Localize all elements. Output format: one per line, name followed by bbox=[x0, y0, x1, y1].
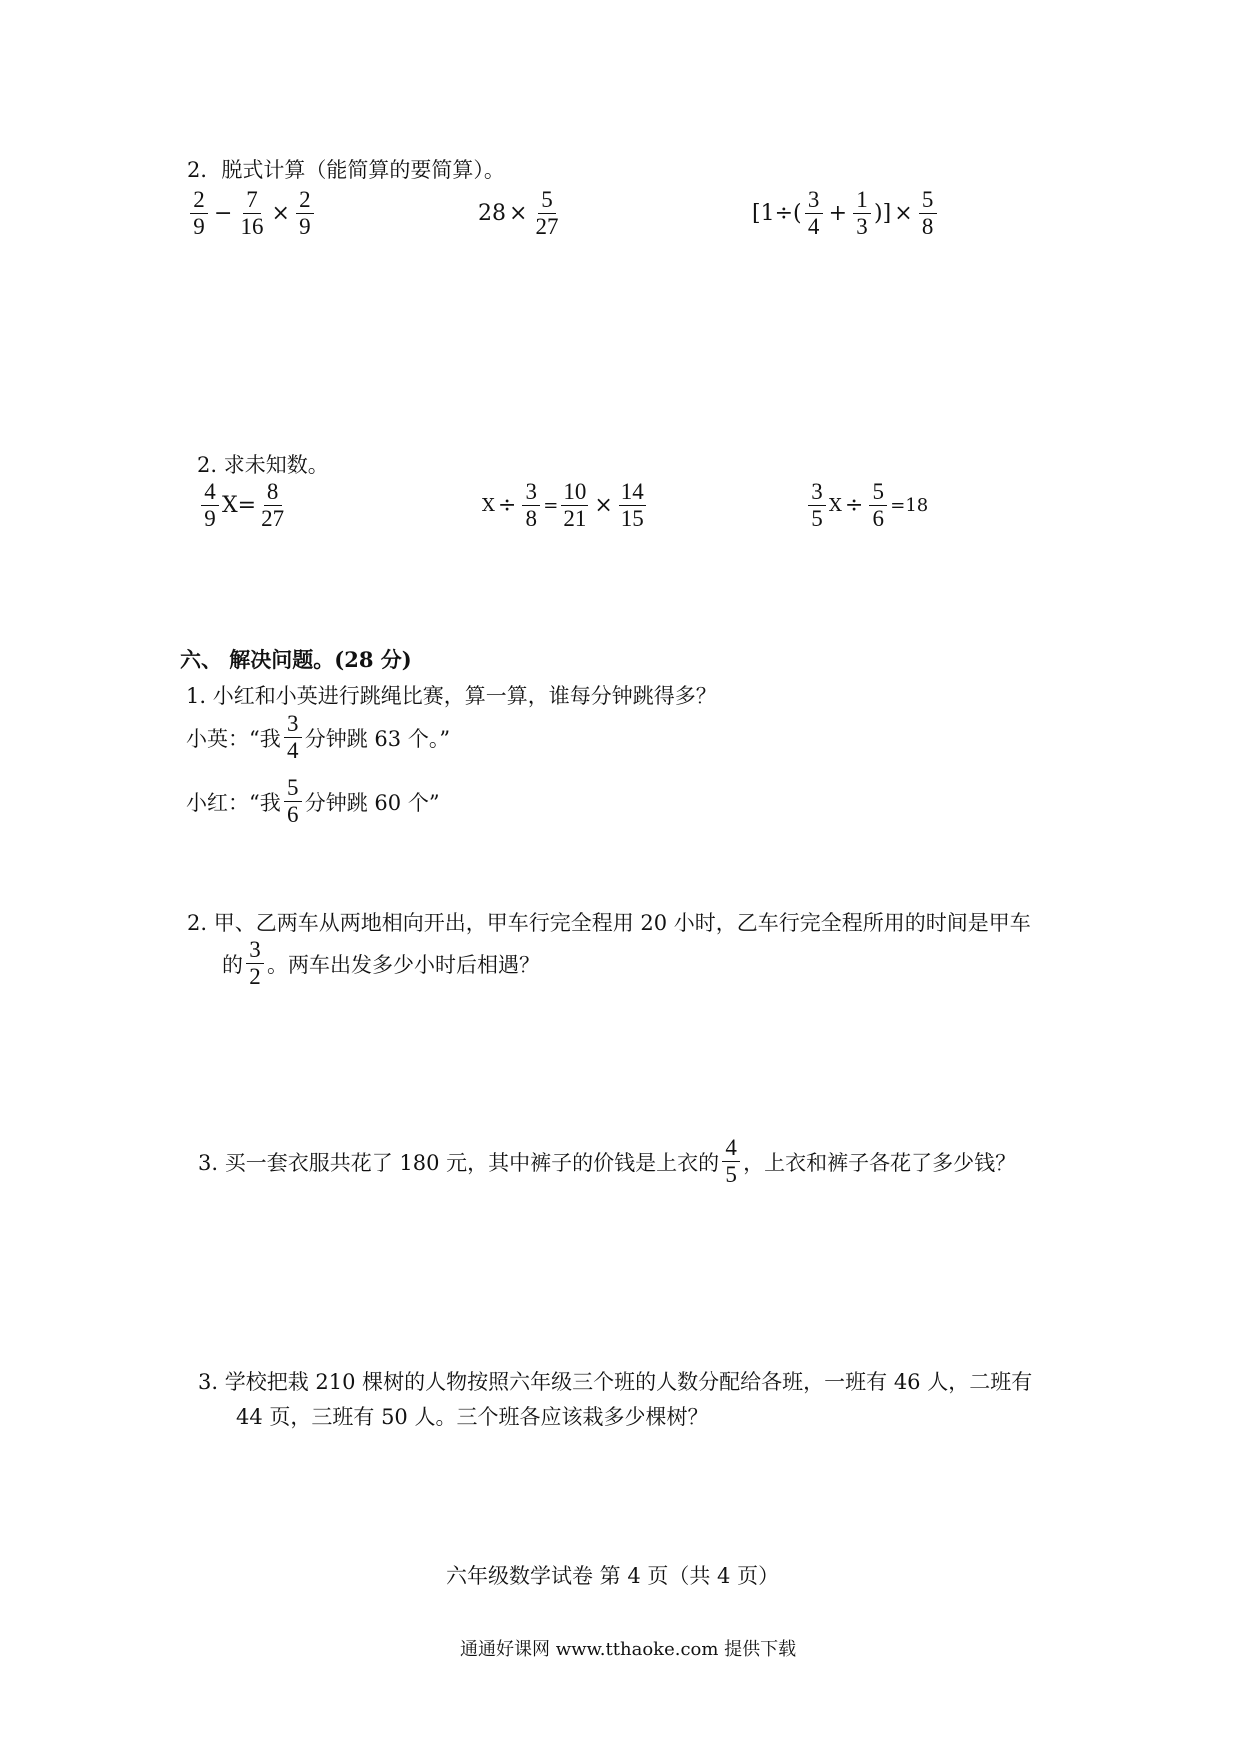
problem-2-line-1: 2. 甲、乙两车从两地相向开出，甲车行完全程用 20 小时，乙车行完全程所用的时间是甲车 bbox=[187, 911, 1031, 935]
source-credit: 通通好课网 www.tthaoke.com 提供下载 bbox=[460, 1639, 797, 1660]
problem-1-xiaohong: 小红：“我 $\frac{5}{6}$ 分钟跳 60 个” bbox=[186, 775, 440, 828]
solve-section-title: 2. 求未知数。 bbox=[197, 453, 329, 477]
equation-2: X ÷ $\frac{3}{8}$ = $\frac{10}{21}$ × $\frac{14}{15}$ bbox=[482, 479, 644, 532]
problem-3-text: 3. 买一套衣服共花了 180 元，其中裤子的价钱是上衣的 $\frac{4}{5}$ ，上衣和裤子各花了多少钱？ bbox=[198, 1135, 1017, 1188]
calc-section-title: 2．脱式计算（能简算的要简算）。 bbox=[187, 158, 505, 182]
calc-expression-1: $\frac{2}{9}$ − $\frac{7}{16}$ × $\frac{2}{9}$ bbox=[187, 188, 317, 239]
page-footer: 六年级数学试卷 第 4 页（共 4 页） bbox=[446, 1564, 780, 1588]
problem-1-text: 1. 小红和小英进行跳绳比赛，算一算，谁每分钟跳得多？ bbox=[186, 684, 717, 708]
problem-4-line-1: 3. 学校把栽 210 棵树的人物按照六年级三个班的人数分配给各班，一班有 46 人，二班有 bbox=[198, 1370, 1033, 1394]
problem-4-line-2: 44 页，三班有 50 人。三个班各应该栽多少棵树？ bbox=[236, 1405, 709, 1429]
equation-3: $\frac{3}{5}$ X ÷ $\frac{5}{6}$ =18 bbox=[805, 480, 928, 531]
problem-1-xiaoying: 小英：“我 $\frac{3}{4}$ 分钟跳 63 个。” bbox=[186, 711, 451, 764]
equation-1: $\frac{4}{9}$ X= $\frac{8}{27}$ bbox=[198, 480, 289, 531]
section-six-title: 六、 解决问题。(28 分) bbox=[180, 647, 412, 672]
problem-2-line-2: 的 $\frac{3}{2}$ 。两车出发多少小时后相遇？ bbox=[222, 937, 540, 990]
calc-expression-3: [1÷( $\frac{3}{4}$ + $\frac{1}{3}$ )] × $\frac{5}{8}$ bbox=[752, 188, 940, 239]
calc-expression-2: 28 × $\frac{5}{27}$ bbox=[478, 187, 559, 240]
